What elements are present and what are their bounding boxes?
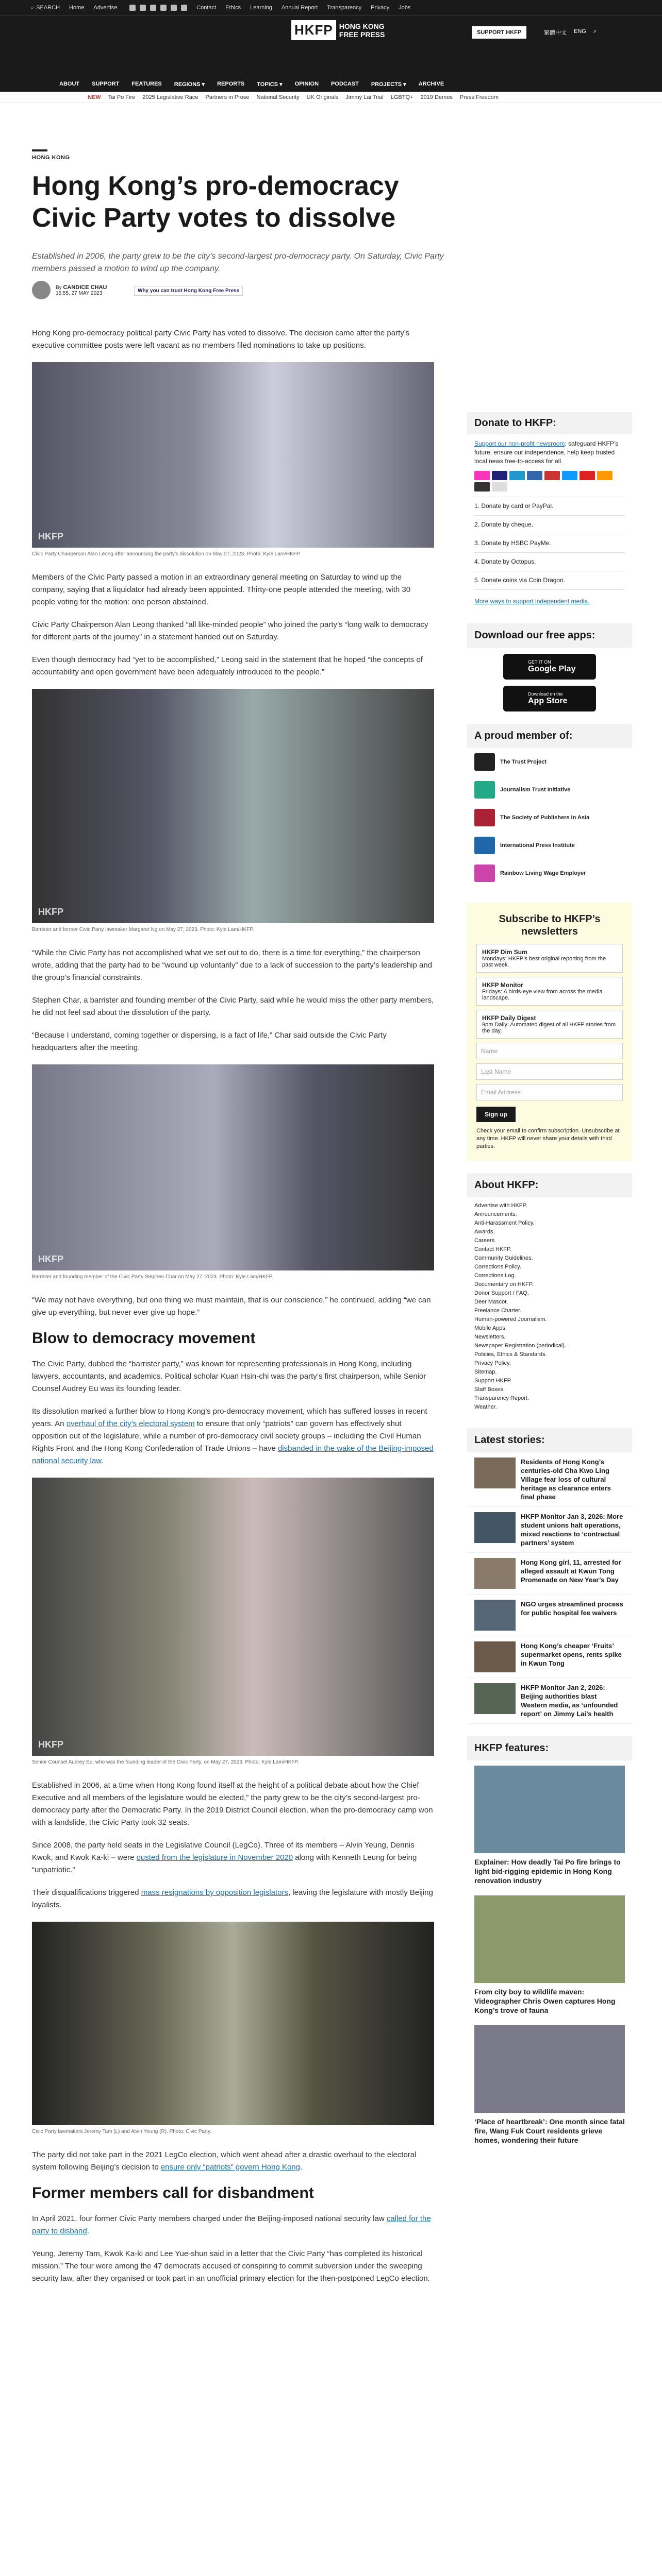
- nav-link-advertise[interactable]: Advertise: [93, 5, 118, 11]
- story-thumbnail[interactable]: [474, 1683, 516, 1714]
- nav-link-transparency[interactable]: Transparency: [327, 5, 362, 11]
- publish-date: 16:55, 27 MAY 2023: [56, 290, 103, 296]
- donate-option[interactable]: 1. Donate by card or PayPal.: [474, 497, 625, 516]
- feature-title[interactable]: Explainer: How deadly Tai Po fire brings to light bid-rigging epidemic in Hong Kong renovation industry: [474, 1858, 621, 1885]
- avatar: [32, 281, 51, 299]
- cheque-icon: [492, 482, 507, 492]
- trending-link[interactable]: Jimmy Lai Trial: [345, 94, 384, 100]
- story-thumbnail[interactable]: [474, 1641, 516, 1672]
- member-org[interactable]: International Press Institute: [467, 832, 632, 859]
- hkfp-watermark: HKFP: [38, 1739, 63, 1750]
- about-link[interactable]: Newsletters.: [474, 1334, 506, 1340]
- paragraph: “While the Civic Party has not accomplished what we set out to do, there is a time for everything,” the chairperson wrote, adding that the party had to be “wound up voluntarily” due to a lack of succession to the party’s leadership and the group’s financial constraints.: [32, 948, 433, 982]
- latest-story[interactable]: [467, 1636, 632, 1678]
- paragraph: The Civic Party, dubbed the “barrister party,” was known for representing professionals in Hong Kong, including lawyers, accountants, and academics. Political scholar Kuan Hsin-chi was the party’s first chairperson, while Senior Counsel Audrey Eu was its founding leader.: [32, 1360, 426, 1393]
- paragraph: Established in 2006, at a time when Hong Kong found itself at the height of a political debate about how the Chief Executive and all members of the legislature would be elected,” the party grew to be the city’s second-largest pro-democracy party after the Democratic Party. In the 2019 District Council election, when the pro-democracy camp won with a landslide, the Civic Party took 32 seats.: [32, 1781, 433, 1827]
- jti-logo: [474, 781, 495, 799]
- nav-topics[interactable]: TOPICS ▾: [257, 81, 283, 88]
- instagram-icon[interactable]: [150, 5, 156, 11]
- about-link[interactable]: Privacy Policy.: [474, 1360, 511, 1366]
- about-link[interactable]: Support HKFP.: [474, 1378, 512, 1384]
- sidebar: [467, 412, 632, 2150]
- last-name-field[interactable]: Last Name: [476, 1063, 623, 1080]
- nav-archive[interactable]: ARCHIVE: [418, 81, 444, 87]
- article-dek: Established in 2006, the party grew to be the city’s second-largest pro-democracy party. On Saturday, Civic Party members passed a motion to wind up the company.: [32, 252, 444, 273]
- masthead: [0, 15, 662, 49]
- support-hkfp-button[interactable]: SUPPORT HKFP: [472, 26, 526, 39]
- payme-icon: [580, 471, 595, 480]
- about-link[interactable]: Staff Boxes.: [474, 1386, 505, 1393]
- hkfp-watermark: HKFP: [38, 531, 63, 541]
- feature-story[interactable]: [467, 2020, 632, 2150]
- about-link[interactable]: Freelance Charter.: [474, 1308, 522, 1314]
- logo-line-2: FREE PRESS: [339, 30, 385, 39]
- main-nav: [0, 76, 662, 92]
- feature-image[interactable]: [474, 2025, 625, 2113]
- donate-option[interactable]: 5. Donate coins via Coin Dragon.: [474, 571, 625, 590]
- newsletter-option[interactable]: HKFP Daily Digest 9pm Daily: Automated digest of all HKFP stories from the day.: [476, 1010, 623, 1039]
- hkfp-watermark: HKFP: [38, 907, 63, 917]
- visa-icon: [492, 471, 507, 480]
- about-link[interactable]: Policies, Ethics & Standards.: [474, 1351, 547, 1358]
- trending-link[interactable]: 2019 Demos: [420, 94, 453, 100]
- about-links: [467, 1197, 632, 1416]
- nav-regions[interactable]: REGIONS ▾: [174, 81, 205, 88]
- member-org[interactable]: Journalism Trust Initiative: [467, 776, 632, 804]
- nav-about[interactable]: ABOUT: [59, 81, 80, 87]
- paragraph: Members of the Civic Party passed a motion in an extraordinary general meeting on Saturday to wind up the company, saying that a liquidator had already been appointed. Thirty-one people attended the meeting, with 30 people voting for the motion: one person abstained.: [32, 573, 411, 606]
- story-title[interactable]: Residents of Hong Kong’s centuries-old Cha Kwo Ling Village fear loss of cultural heritage as clearance enters final phase: [521, 1458, 611, 1501]
- paragraph: Hong Kong pro-democracy political party Civic Party has voted to dissolve. The decision came after the party’s executive committee posts were left vacant as no members filed nominations to take up positions.: [32, 329, 410, 350]
- first-name-field[interactable]: Name: [476, 1043, 623, 1059]
- logo-line-1: HONG KONG: [339, 22, 385, 30]
- ipi-logo: [474, 837, 495, 854]
- about-link[interactable]: Announcements.: [474, 1211, 517, 1217]
- nav-podcast[interactable]: PODCAST: [331, 81, 359, 87]
- trending-link[interactable]: Press Freedom: [459, 94, 499, 100]
- nav-link-learning[interactable]: Learning: [250, 5, 272, 11]
- about-heading: About HKFP:: [467, 1173, 632, 1197]
- nav-link-ethics[interactable]: Ethics: [225, 5, 241, 11]
- inline-link[interactable]: ensure only “patriots” govern Hong Kong: [160, 2163, 300, 2172]
- member-org[interactable]: The Society of Publishers in Asia: [467, 804, 632, 832]
- newsletter-heading: Subscribe to HKFP’s newsletters: [499, 913, 601, 937]
- figure: [32, 1922, 434, 2136]
- trending-link[interactable]: Tai Po Fire: [108, 94, 136, 100]
- trending-link[interactable]: LGBTQ+: [390, 94, 413, 100]
- paragraph: Stephen Char, a barrister and founding member of the Civic Party, said while he would miss the other party members, he did not feel sad about the dissolution of the party.: [32, 996, 434, 1017]
- language-toggle[interactable]: 繁體中文: [544, 30, 567, 36]
- features-heading: HKFP features:: [467, 1736, 632, 1760]
- nav-link-jobs[interactable]: Jobs: [399, 5, 411, 11]
- story-thumbnail[interactable]: [474, 1558, 516, 1589]
- trust-badge[interactable]: Why you can trust Hong Kong Free Press: [134, 286, 243, 296]
- about-link[interactable]: Community Guidelines.: [474, 1255, 533, 1261]
- about-link[interactable]: Weather.: [474, 1404, 497, 1410]
- donate-option[interactable]: 4. Donate by Octopus.: [474, 553, 625, 571]
- latest-stories: [467, 1452, 632, 1724]
- donate-box: Support our non-profit newsroom: safeguard HKFP’s future, ensure our independence, help keep trusted local news free-to-access for all. 1. Donate by card or PayPal. 2. Donate by cheque. 3. Donate by HSBC PayMe. 4. Donate by Octopus. 5. Donate coins via Coin Dragon. More ways to support independent media.: [467, 434, 632, 611]
- trust-project-logo: [474, 753, 495, 771]
- paragraph: Civic Party Chairperson Alan Leong thanked “all like-minded people” who joined the party’s “long walk to democracy for different parts of the journey” in a statement handed out on Saturday.: [32, 620, 428, 641]
- feature-image[interactable]: [474, 1895, 625, 1983]
- search-icon: ⌕: [31, 4, 35, 11]
- photo-margaret-ng[interactable]: [32, 689, 434, 923]
- newsletter-option[interactable]: HKFP Dim Sum Mondays: HKFP’s best original reporting from the past week.: [476, 944, 623, 973]
- trending-link[interactable]: National Security: [256, 94, 300, 100]
- amex-icon: [509, 471, 525, 480]
- photo-audrey-eu[interactable]: [32, 1478, 434, 1756]
- about-link[interactable]: Deer Mascot.: [474, 1299, 508, 1305]
- logo-mark: HKFP: [291, 20, 336, 40]
- figure-caption: Barrister and founding member of the Civic Party Stephen Char on May 27, 2023. Photo: Kyle Lam/HKFP.: [32, 1274, 273, 1280]
- nav-link-annual-report[interactable]: Annual Report: [281, 5, 318, 11]
- donate-options: [474, 497, 625, 590]
- feature-story[interactable]: [467, 1760, 632, 1890]
- paragraph: Since 2008, the party held seats in the Legislative Council (LegCo). Three of its members – Alvin Yeung, Dennis Kwok, and Kwok Ka-ki – were ousted from the legislature in November 2020 along with Kenneth Leung for being “unpatriotic.”: [32, 1841, 417, 1874]
- language-english[interactable]: ENG: [574, 28, 586, 35]
- nav-link-home[interactable]: Home: [69, 5, 85, 11]
- photo-stephen-char[interactable]: [32, 1064, 434, 1270]
- facebook-icon[interactable]: [129, 5, 136, 11]
- feature-story[interactable]: [467, 1890, 632, 2020]
- feature-stories: [467, 1760, 632, 2150]
- about-link[interactable]: Contact HKFP.: [474, 1246, 511, 1252]
- story-thumbnail[interactable]: [474, 1458, 516, 1488]
- about-link[interactable]: Transparency Report.: [474, 1395, 529, 1401]
- story-title[interactable]: NGO urges streamlined process for public hospital fee waivers: [521, 1600, 623, 1617]
- latest-story[interactable]: [467, 1595, 632, 1636]
- hkfp-watermark: HKFP: [38, 1254, 63, 1264]
- about-link[interactable]: Sitemap.: [474, 1369, 497, 1375]
- photo-tam-yeung[interactable]: [32, 1922, 434, 2125]
- feature-image[interactable]: [474, 1766, 625, 1853]
- newsletter-option[interactable]: HKFP Monitor Fridays: A birds-eye view from across the media landscape.: [476, 977, 623, 1006]
- paragraph: “We may not have everything, but one thing we must maintain, that is our conscience,” he continued, adding “we can give up everything, but never ever give up hope.”: [32, 1296, 431, 1317]
- donate-link[interactable]: Support our non-profit newsroom: [474, 440, 565, 447]
- about-link[interactable]: Newspaper Registration (periodical).: [474, 1343, 566, 1349]
- paragraph: Yeung, Jeremy Tam, Kwok Ka-ki and Lee Yue-shun said in a letter that the Civic Party “has completed its historical mission.” The four were among the 47 democrats accused of conspiring to commit subversion under the sweeping security law, after they organised or took part in an unofficial primary election for the then-postponed LegCo election.: [32, 2249, 430, 2283]
- paragraph: Even though democracy had “yet to be accomplished,” Leong said in the statement that he hoped “the concepts of accountability and open government have been adequately introduced to the people.”: [32, 655, 423, 676]
- search-icon[interactable]: ⌕: [593, 28, 597, 35]
- trending-link[interactable]: UK Originals: [306, 94, 339, 100]
- trending-link[interactable]: Partners in Prose: [205, 94, 250, 100]
- nav-opinion[interactable]: OPINION: [294, 81, 319, 87]
- inline-link[interactable]: ousted from the legislature in November 2020: [136, 1853, 293, 1862]
- article-title: Hong Kong’s pro-democracy Civic Party votes to dissolve: [32, 171, 399, 233]
- nav-projects[interactable]: PROJECTS ▾: [371, 81, 406, 88]
- living-wage-logo: [474, 865, 495, 882]
- inline-link[interactable]: disbanded in the wake of the Beijing-imposed national security law: [32, 1444, 434, 1465]
- story-thumbnail[interactable]: [474, 1512, 516, 1543]
- about-link[interactable]: Corrections Policy.: [474, 1264, 521, 1270]
- figure: [32, 1478, 434, 1766]
- signup-button[interactable]: Sign up: [476, 1107, 516, 1122]
- member-heading: A proud member of:: [467, 724, 632, 748]
- section-heading: Former members call for disbandment: [32, 2184, 314, 2201]
- mastercard-icon: [474, 471, 490, 480]
- nav-reports[interactable]: REPORTS: [217, 81, 245, 87]
- donate-heading: Donate to HKFP:: [467, 412, 632, 434]
- new-badge: NEW: [88, 94, 101, 100]
- member-org[interactable]: Rainbow Living Wage Employer: [467, 859, 632, 887]
- category-kicker[interactable]: HONG KONG: [32, 155, 70, 161]
- email-field[interactable]: Email Address: [476, 1084, 623, 1100]
- apps-heading: Download our free apps:: [467, 623, 632, 648]
- octopus-icon: [597, 471, 613, 480]
- inline-link[interactable]: overhaul of the city’s electoral system: [66, 1419, 195, 1428]
- unionpay-icon: [544, 471, 560, 480]
- latest-story[interactable]: [467, 1678, 632, 1724]
- youtube-icon[interactable]: [160, 5, 167, 11]
- section-heading: Blow to democracy movement: [32, 1330, 256, 1347]
- byline: By CANDICE CHAU 16:55, 27 MAY 2023: [32, 281, 107, 299]
- story-title[interactable]: Hong Kong’s cheaper ‘Fruits’ supermarket opens, rents spike in Kwun Tong: [521, 1642, 622, 1667]
- story-title[interactable]: Hong Kong girl, 11, arrested for alleged assault at Kwun Tong Promenade on New Year’s Day: [521, 1558, 621, 1584]
- search-link[interactable]: ⌕ SEARCH: [31, 4, 60, 11]
- fps-icon: [474, 482, 490, 492]
- author-name[interactable]: CANDICE CHAU: [63, 284, 107, 291]
- twitter-icon[interactable]: [140, 5, 146, 11]
- about-link[interactable]: Careers.: [474, 1238, 496, 1244]
- member-org[interactable]: The Trust Project: [467, 748, 632, 776]
- latest-story[interactable]: [467, 1553, 632, 1595]
- figure-caption: Senior Counsel Audrey Eu, who was the founding leader of the Civic Party, on May 27, 2023. Photo: Kyle Lam/HKFP.: [32, 1759, 299, 1765]
- site-logo[interactable]: [291, 20, 385, 40]
- nav-link-contact[interactable]: Contact: [196, 5, 217, 11]
- about-link[interactable]: Donor Support / FAQ.: [474, 1290, 529, 1296]
- feature-title[interactable]: From city boy to wildlife maven: Videographer Chris Owen captures Hong Kong’s trove of fauna: [474, 1988, 616, 2014]
- about-link[interactable]: Mobile Apps.: [474, 1325, 507, 1331]
- payment-icons: [474, 471, 625, 492]
- latest-story[interactable]: [467, 1507, 632, 1553]
- about-link[interactable]: Human-powered Journalism.: [474, 1316, 547, 1323]
- figure-caption: Barrister and former Civic Party lawmaker Margaret Ng on May 27, 2023. Photo: Kyle Lam/HKFP.: [32, 927, 254, 933]
- paypal-icon: [527, 471, 542, 480]
- social-icons: [129, 5, 187, 11]
- figure: [32, 1064, 434, 1281]
- feature-title[interactable]: ‘Place of heartbreak’: One month since fatal fire, Wang Fuk Court residents grieve homes, wondering their future: [474, 2117, 625, 2144]
- nav-support[interactable]: SUPPORT: [92, 81, 120, 87]
- article-body: [32, 327, 434, 2295]
- about-link[interactable]: Documentary on HKFP.: [474, 1281, 534, 1287]
- app-store-button[interactable]: Download on the App Store: [503, 686, 596, 711]
- newsletter-box: [467, 903, 632, 1161]
- alipay-icon: [562, 471, 577, 480]
- nav-link-privacy[interactable]: Privacy: [371, 5, 390, 11]
- paragraph: The party did not take part in the 2021 LegCo election, which went ahead after a drastic overhaul to the electoral system following Beijing’s decision to ensure only “patriots” govern Hong Kong.: [32, 2150, 417, 2172]
- story-title[interactable]: HKFP Monitor Jan 3, 2026: More student unions halt operations, mixed reactions to ‘contractual partners’ system: [521, 1513, 623, 1547]
- paragraph: Their disqualifications triggered mass resignations by opposition legislators, leaving the legislature with mostly Beijing loyalists.: [32, 1888, 433, 1909]
- donate-option[interactable]: 2. Donate by cheque.: [474, 516, 625, 534]
- newsletter-note: Check your email to confirm subscription. Unsubscribe at any time. HKFP will never share your details with third parties.: [476, 1128, 620, 1149]
- about-link[interactable]: Corrections Log.: [474, 1273, 516, 1279]
- story-title[interactable]: HKFP Monitor Jan 2, 2026: Beijing authorities blast Western media, as ‘unfounded report’ on Jimmy Lai’s health: [521, 1684, 618, 1718]
- trending-link[interactable]: 2025 Legislative Race: [142, 94, 198, 100]
- top-utility-bar: [0, 0, 662, 15]
- paragraph: “Because I understand, coming together or dispersing, is a fact of life,” Char said outside the Civic Party headquarters after the meeting.: [32, 1031, 387, 1052]
- figure: [32, 362, 434, 558]
- about-link[interactable]: Awards.: [474, 1229, 495, 1235]
- about-link[interactable]: Advertise with HKFP.: [474, 1202, 527, 1209]
- kicker-rule: [32, 149, 47, 151]
- about-link[interactable]: Anti-Harassment Policy.: [474, 1220, 535, 1226]
- email-icon[interactable]: [181, 5, 187, 11]
- figure-caption: Civic Party Chairperson Alan Leong after announcing the party’s dissolution on May 27, 2023. Photo: Kyle Lam/HKFP.: [32, 551, 301, 557]
- story-thumbnail[interactable]: [474, 1600, 516, 1631]
- linkedin-icon[interactable]: [171, 5, 177, 11]
- paragraph: Its dissolution marked a further blow to Hong Kong’s pro-democracy movement, which has suffered losses in recent years. An overhaul of the city’s electoral system to ensure that only “patriots” can govern has effectively shut opposition out of the legislature, while a number of pro-democracy civil society groups – including the Civil Human Rights Front and the Hong Kong Confederation of Trade Unions – have disbanded in the wake of the Beijing-imposed national security law.: [32, 1407, 434, 1465]
- donate-option[interactable]: 3. Donate by HSBC PayMe.: [474, 534, 625, 553]
- paragraph: In April 2021, four former Civic Party members charged under the Beijing-imposed national security law called for the party to disband.: [32, 2214, 431, 2235]
- inline-link[interactable]: called for the party to disband: [32, 2214, 431, 2235]
- latest-story[interactable]: [467, 1452, 632, 1507]
- figure-caption: Civic Party lawmakers Jeremy Tam (L) and Alvin Yeung (R). Photo: Civic Party.: [32, 2129, 212, 2134]
- more-ways-link[interactable]: More ways to support independent media.: [474, 598, 590, 605]
- photo-alan-leong[interactable]: [32, 362, 434, 548]
- trending-bar: [0, 92, 662, 103]
- sopa-logo: [474, 809, 495, 826]
- latest-heading: Latest stories:: [467, 1428, 632, 1452]
- masthead-spacer: [0, 49, 662, 76]
- google-play-button[interactable]: GET IT ON Google Play: [503, 654, 596, 680]
- figure: [32, 689, 434, 934]
- nav-features[interactable]: FEATURES: [131, 81, 162, 87]
- inline-link[interactable]: mass resignations by opposition legislators: [141, 1888, 288, 1897]
